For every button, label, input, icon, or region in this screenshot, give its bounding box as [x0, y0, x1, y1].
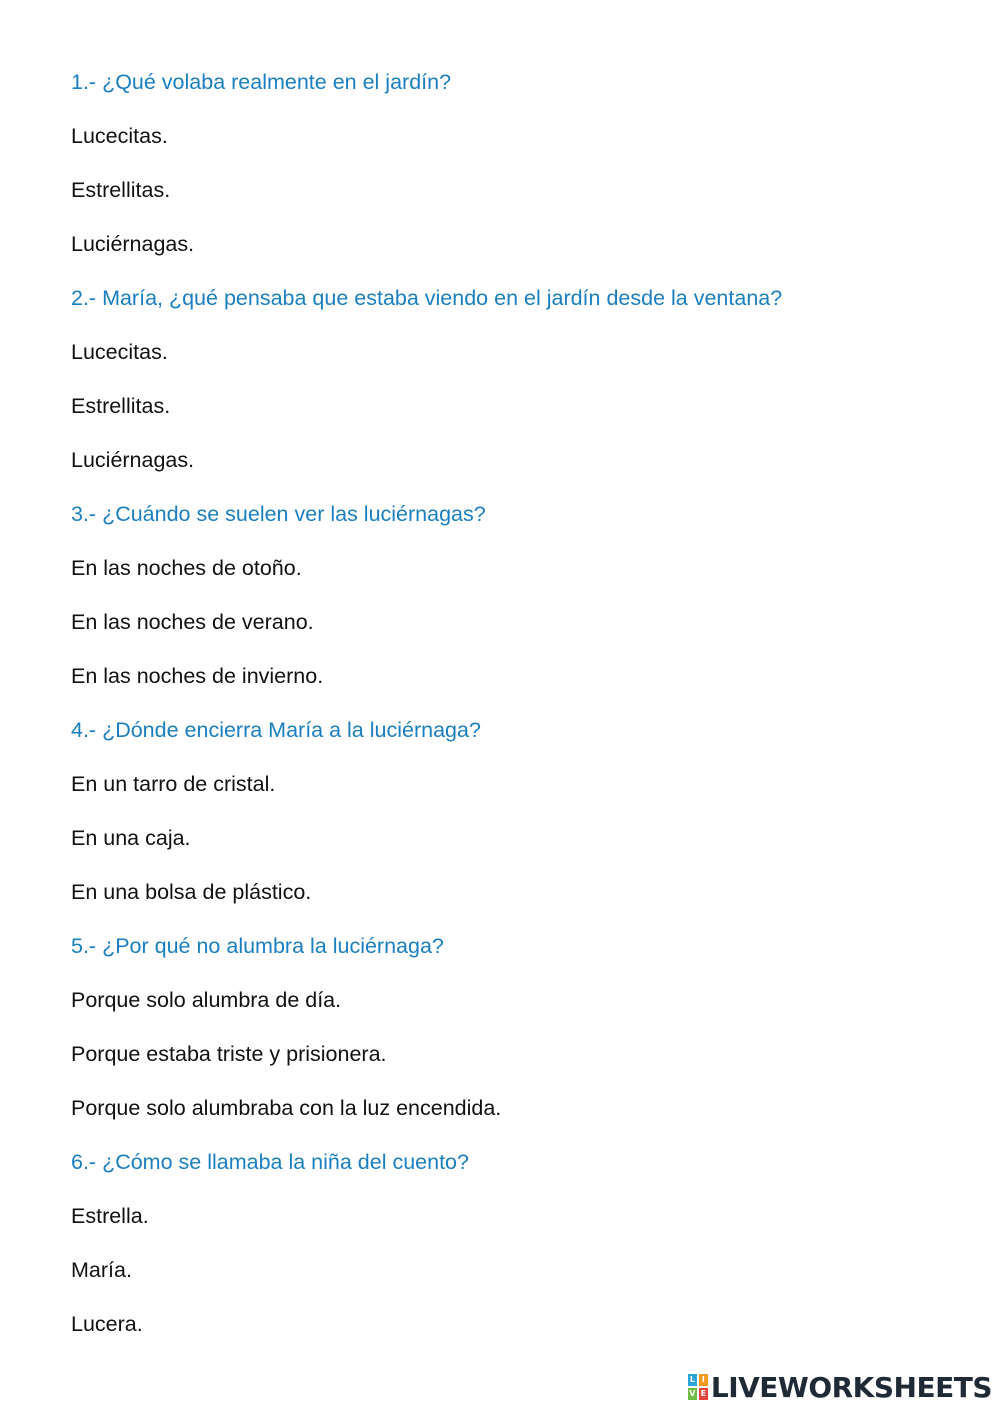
- question-2-option-1[interactable]: Lucecitas.: [71, 340, 168, 364]
- question-6-option-2[interactable]: María.: [71, 1258, 132, 1282]
- question-5-option-1[interactable]: Porque solo alumbra de día.: [71, 988, 342, 1012]
- question-3-option-1[interactable]: En las noches de otoño.: [71, 556, 302, 580]
- question-3-option-3[interactable]: En las noches de invierno.: [71, 664, 324, 688]
- question-4-option-3[interactable]: En una bolsa de plástico.: [71, 880, 312, 904]
- question-2-option-2[interactable]: Estrellitas.: [71, 394, 171, 418]
- question-6: 6.- ¿Cómo se llamaba la niña del cuento?: [71, 1150, 469, 1174]
- logo-tile-v: V: [689, 1389, 696, 1398]
- question-3-option-2[interactable]: En las noches de verano.: [71, 610, 314, 634]
- question-1-option-3[interactable]: Luciérnagas.: [71, 232, 195, 256]
- question-5: 5.- ¿Por qué no alumbra la luciérnaga?: [71, 934, 444, 958]
- question-1-option-2[interactable]: Estrellitas.: [71, 178, 171, 202]
- question-5-option-2[interactable]: Porque estaba triste y prisionera.: [71, 1042, 387, 1066]
- question-5-option-3[interactable]: Porque solo alumbraba con la luz encendida.: [71, 1096, 502, 1120]
- question-6-option-1[interactable]: Estrella.: [71, 1204, 149, 1228]
- question-4: 4.- ¿Dónde encierra María a la luciérnaga?: [71, 718, 481, 742]
- logo-tile-i: I: [699, 1374, 708, 1386]
- question-3: 3.- ¿Cuándo se suelen ver las luciérnagas?: [71, 502, 486, 526]
- liveworksheets-logo-icon: [688, 1374, 708, 1400]
- question-4-option-1[interactable]: En un tarro de cristal.: [71, 772, 276, 796]
- logo-tile-e: E: [700, 1389, 707, 1398]
- question-4-option-2[interactable]: En una caja.: [71, 826, 191, 850]
- brand-wordmark: LIVEWORKSHEETS: [710, 1370, 992, 1404]
- question-6-option-3[interactable]: Lucera.: [71, 1312, 143, 1336]
- question-2-option-3[interactable]: Luciérnagas.: [71, 448, 195, 472]
- logo-tile-l: L: [689, 1375, 695, 1384]
- question-1-option-1[interactable]: Lucecitas.: [71, 124, 168, 148]
- question-1: 1.- ¿Qué volaba realmente en el jardín?: [71, 70, 452, 94]
- question-2: 2.- María, ¿qué pensaba que estaba viendo en el jardín desde la ventana?: [71, 286, 783, 310]
- worksheet: [71, 64, 951, 1360]
- liveworksheets-brand: [688, 1369, 992, 1405]
